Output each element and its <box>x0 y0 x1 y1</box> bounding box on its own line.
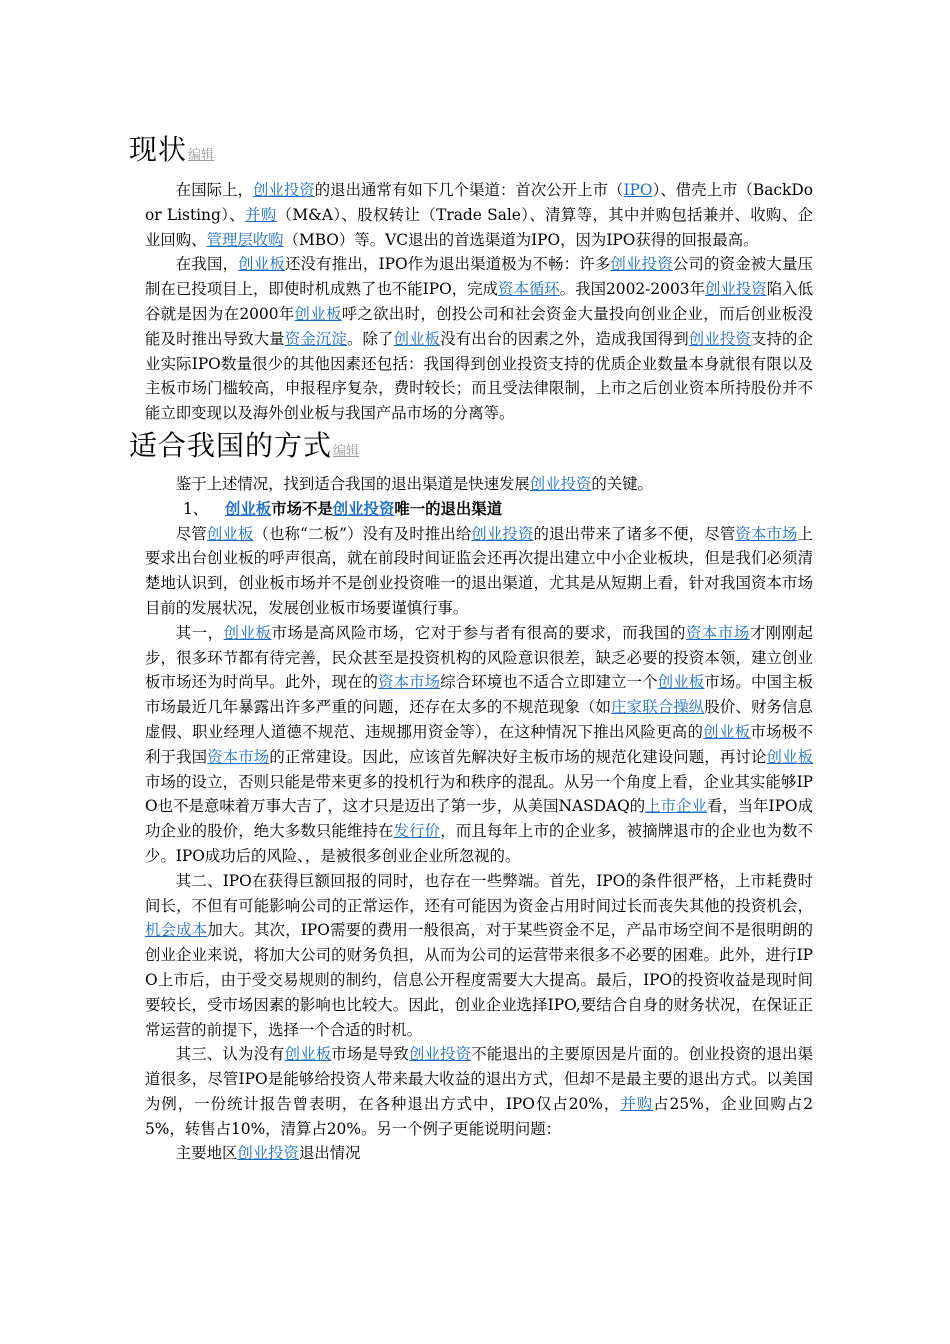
text-run: 陷入低谷就是因为在2000年 <box>145 280 813 323</box>
paragraph <box>145 522 813 621</box>
inline-link[interactable]: 创业投资 <box>688 329 751 348</box>
text-run: 的退出通常有如下几个渠道：首次公开上市（ <box>314 181 624 199</box>
text-run: （M&A）、股权转让（Trade Sale）、清算等，其中并购包括兼并、收购、企业回购、 <box>145 205 813 249</box>
text-run: 市场是高风险市场，它对于参与者有很高的要求，而我国的 <box>271 623 686 642</box>
text-run: 鉴于上述情况，找到适合我国的退出渠道是快速发展 <box>175 474 530 493</box>
edit-link[interactable]: 编辑 <box>188 148 215 163</box>
inline-link[interactable]: 创业板 <box>703 722 751 741</box>
inline-link[interactable]: 创业板 <box>284 1045 332 1064</box>
text-run: 唯一的退出渠道 <box>394 499 503 518</box>
text-run: 没有出台的因素之外，造成我国得到 <box>440 329 689 348</box>
text-run: 市场极不利于我国 <box>145 722 813 766</box>
text-run: 其一， <box>175 623 224 642</box>
inline-link[interactable]: 资本市场 <box>685 623 750 642</box>
inline-link[interactable]: 创业板 <box>393 329 441 348</box>
item-number: 1、 <box>183 499 209 518</box>
paragraph <box>145 252 813 426</box>
inline-link[interactable]: 创业板 <box>238 255 285 274</box>
text-run: 上要求出台创业板的呼声很高，就在前段时间证监会还再次提出建立中小企业板块，但是我们必须清楚地认识到，创业板市场并不是创业投资唯一的退出渠道，尤其是从短期上看，针对我国资本市场目前的发展状况，发展创业板市场要谨慎行事。 <box>145 524 813 617</box>
text-run: 呼之欲出时，创投公司和社会资金大量投向创业企业，而后创业板没能及时推出导致大量 <box>145 304 813 348</box>
inline-link[interactable]: 管理层收购 <box>206 230 284 249</box>
inline-link[interactable]: 资本市场 <box>207 747 270 766</box>
inline-link[interactable]: 创业投资 <box>529 474 592 493</box>
inline-link[interactable]: 创业板 <box>657 673 705 692</box>
text-run: 在我国， <box>175 255 239 274</box>
inline-link[interactable]: 创业投资 <box>252 181 315 199</box>
inline-link[interactable]: 资金沉淀 <box>284 329 347 348</box>
inline-link[interactable]: IPO <box>623 181 653 199</box>
inline-link[interactable]: 机会成本 <box>145 921 208 940</box>
inline-link[interactable]: 资本循环 <box>498 280 560 299</box>
text-run: 股价、财务信息虚假、职业经理人道德不规范、违规挪用资金等），在这种情况下推出风险更高的 <box>145 698 813 741</box>
inline-link[interactable]: 创业投资 <box>471 524 534 543</box>
section-title: 适合我国的方式 <box>129 428 333 462</box>
inline-link[interactable]: 创业投资 <box>332 499 395 518</box>
paragraph <box>145 869 813 1043</box>
text-run: 。除了 <box>346 329 394 348</box>
inline-link[interactable]: 并购 <box>620 1094 654 1113</box>
inline-link[interactable]: 资本市场 <box>378 673 441 692</box>
text-run: 在国际上， <box>175 181 253 199</box>
text-run: 才刚刚起步，很多环节都有待完善，民众甚至是投资机构的风险意识很差，缺乏必要的投资本领，建立创业板市场还为时尚早。此外，现在的 <box>145 623 813 692</box>
document-body <box>129 132 813 1166</box>
text-run: 市场是导致 <box>331 1045 409 1064</box>
inline-link[interactable]: 创业投资 <box>705 280 767 299</box>
inline-link[interactable]: 庄家联合操纵 <box>611 698 705 717</box>
paragraph <box>145 472 813 497</box>
text-run: 其三、认为没有 <box>175 1045 285 1064</box>
paragraph <box>145 1042 813 1141</box>
text-run: 主要地区 <box>175 1144 238 1163</box>
numbered-heading <box>145 497 813 522</box>
inline-link[interactable]: 资本市场 <box>735 524 798 543</box>
text-run: 。我国2002-2003年 <box>559 280 706 299</box>
text-run: 市场的设立，否则只能是带来更多的投机行为和秩序的混乱。从另一个角度上看，企业其实能够IPO也不是意味着万事大吉了，这才只是迈出了第一步，从美国NASDAQ的 <box>145 772 813 816</box>
text-run: 支持的企业实际IPO数量很少的其他因素还包括：我国得到创业投资支持的优质企业数量本身就很有限以及主板市场门槛较高，申报程序复杂，费时较长；而且受法律限制，上市之后创业资本所持股份并不能立即变现以及海外创业板与我国产品市场的分离等。 <box>145 329 813 423</box>
text-run: 的关键。 <box>591 474 653 493</box>
text-run: 的退出带来了诸多不便，尽管 <box>533 524 736 543</box>
inline-link[interactable]: 发行价 <box>393 822 441 841</box>
inline-link[interactable]: 创业板 <box>766 747 813 766</box>
inline-link[interactable]: 上市企业 <box>645 797 707 816</box>
paragraph <box>145 1141 813 1166</box>
text-run: 市场不是 <box>271 499 333 518</box>
text-run: 的正常建设。因此，应该首先解决好主板市场的规范化建设问题，再讨论 <box>269 747 767 766</box>
text-run: 综合环境也不适合立即建立一个 <box>440 673 658 692</box>
inline-link[interactable]: 创业板 <box>225 499 272 518</box>
text-run: ）、借壳上市（BackDoor Listing）、 <box>145 181 813 224</box>
text-run: 市场。中国主板市场最近几年暴露出许多严重的问题，还存在太多的不规范现象（如 <box>145 673 813 717</box>
section-heading-method <box>129 428 813 470</box>
text-run: 加大。其次，IPO需要的费用一般很高，对于某些资金不足，产品市场空间不是很明朗的创业企业来说，将加大公司的财务负担，从而为公司的运营带来很多不必要的困难。此外，进行IPO上市后，由于受交易规则的制约，信息公开程度需要大大提高。最后，IPO的投资收益是现时间要较长，受市场因素的影响也比较大。因此，创业企业选择IPO,要结合自身的财务状况，在保证正常运营的前提下，选择一个合适的时机。 <box>145 921 813 1039</box>
text-run: 其二、IPO在获得巨额回报的同时，也存在一些弊端。首先，IPO的条件很严格，上市耗费时间长，不但有可能影响公司的正常运作，还有可能因为资金占用时间过长而丧失其他的投资机会， <box>145 871 813 915</box>
text-run: 还没有推出，IPO作为退出渠道极为不畅：许多 <box>284 255 611 274</box>
text-run: 公司的资金被大量压制在已投项目上，即使时机成熟了也不能IPO，完成 <box>145 255 813 299</box>
text-run: （也称“二板”）没有及时推出给 <box>253 524 472 543</box>
inline-link[interactable]: 创业投资 <box>237 1144 299 1163</box>
inline-link[interactable]: 创业板 <box>206 524 254 543</box>
inline-link[interactable]: 创业板 <box>223 623 272 642</box>
text-run: 退出情况 <box>298 1144 361 1163</box>
section-title: 现状 <box>129 133 188 166</box>
text-run: ，而且每年上市的企业多，被摘牌退市的企业也为数不少。IPO成功后的风险、，是被很多创业企业所忽视的。 <box>145 822 813 865</box>
section-heading-status <box>129 132 813 174</box>
text-run: 不能退出的主要原因是片面的。创业投资的退出渠道很多，尽管IPO是能够给投资人带来最大收益的退出方式，但却不是最主要的退出方式。以美国为例，一份统计报告曾表明，在各种退出方式中，IPO仅占20%， <box>145 1045 813 1113</box>
inline-link[interactable]: 创业投资 <box>408 1045 472 1064</box>
item-heading-text <box>225 500 502 518</box>
text-run: 尽管 <box>175 524 207 543</box>
inline-link[interactable]: 创业板 <box>294 304 342 323</box>
text-run: （MBO）等。VC退出的首选渠道为IPO，因为IPO获得的回报最高。 <box>283 230 759 249</box>
inline-link[interactable]: 并购 <box>245 205 277 224</box>
text-run: 占25%，企业回购占25%，转售占10%，清算占20%。另一个例子更能说明问题： <box>145 1094 813 1138</box>
inline-link[interactable]: 创业投资 <box>610 255 673 274</box>
edit-link[interactable]: 编辑 <box>333 443 360 459</box>
text-run: 看，当年IPO成功企业的股价，绝大多数只能维持在 <box>145 797 813 841</box>
paragraph <box>145 178 813 252</box>
paragraph <box>145 621 813 869</box>
